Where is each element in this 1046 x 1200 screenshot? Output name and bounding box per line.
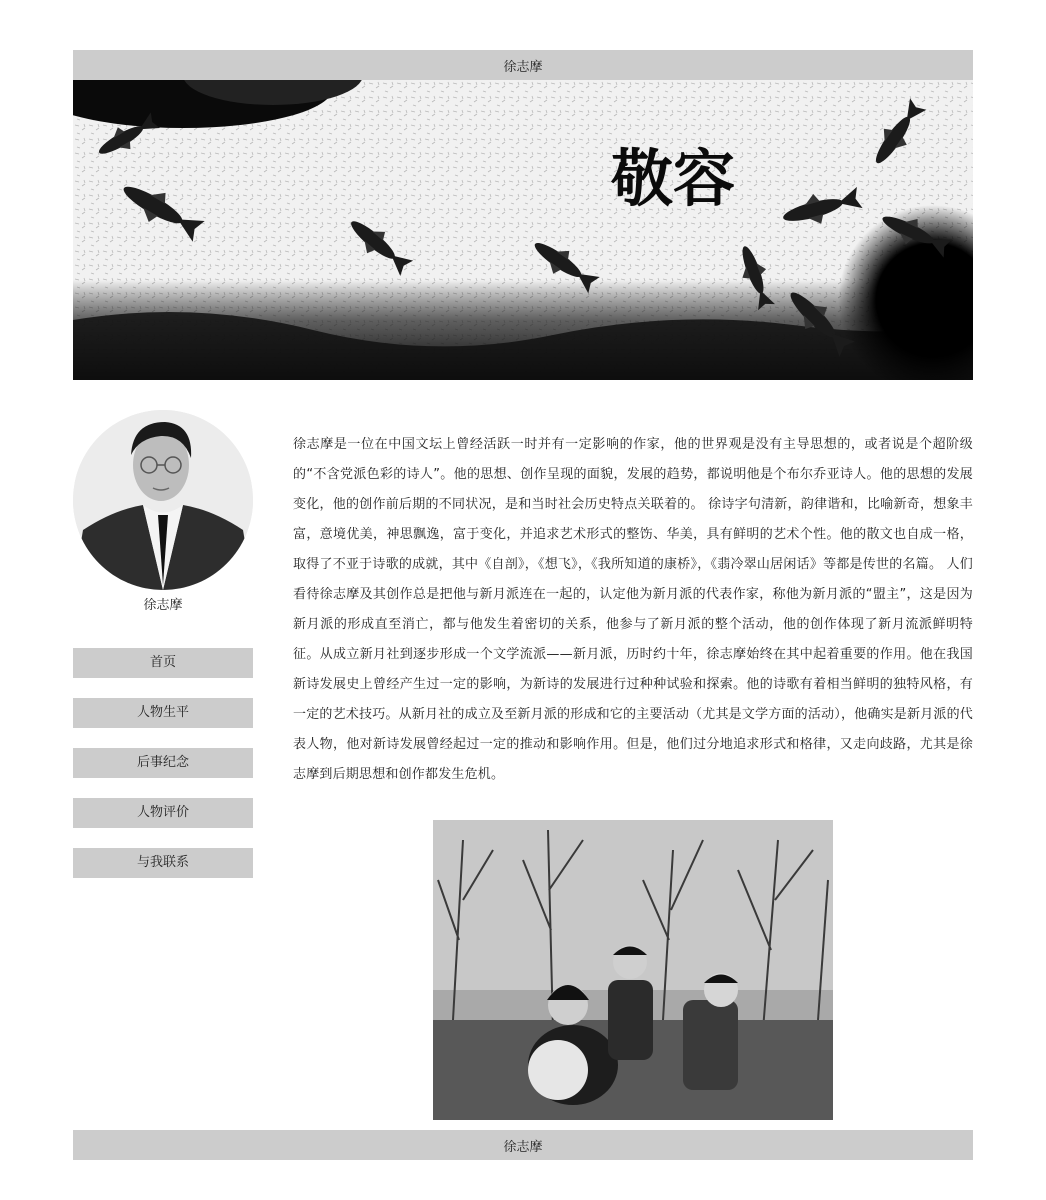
nav-item-home[interactable]: 首页: [73, 648, 253, 678]
nav-item-contact[interactable]: 与我联系: [73, 848, 253, 878]
avatar: [73, 410, 253, 590]
avatar-name: 徐志摩: [143, 598, 183, 613]
sidebar-nav: [73, 648, 253, 878]
intro-paragraph: 徐志摩是一位在中国文坛上曾经活跃一时并有一定影响的作家，他的世界观是没有主导思想的，或者说是个超阶级的“不含党派色彩的诗人”。他的思想、创作呈现的面貌，发展的趋势，都说明他是个布尔乔亚诗人。他的思想的发展变化，他的创作前后期的不同状况，是和当时社会历史特点关联着的。 徐诗字句清新，韵律谐和，比喻新奇，想象丰富，意境优美，神思飘逸，富于变化，并追求艺术形式的整饬、华美，具有鲜明的艺术个性。他的散文也自成一格，取得了不亚于诗歌的成就，其中《自剖》，《想飞》，《我所知道的康桥》，《翡冷翠山居闲话》等都是传世的名篇。 人们看待徐志摩及其创作总是把他与新月派连在一起的，认定他为新月派的代表作家，称他为新月派的“盟主”，这是因为新月派的形成直至消亡，都与他发生着密切的关系，他参与了新月派的整个活动，他的创作体现了新月流派鲜明特征。从成立新月社到逐步形成一个文学流派——新月派，历时约十年，徐志摩始终在其中起着重要的作用。他在我国新诗发展史上曾经产生过一定的影响，为新诗的发展进行过种种试验和探索。他的诗歌有着相当鲜明的独特风格，有一定的艺术技巧。从新月社的成立及至新月派的形成和它的主要活动（尤其是文学方面的活动），他确实是新月派的代表人物，他对新诗发展曾经起过一定的推动和影响作用。但是，他们过分地追求形式和格律，又走向歧路，尤其是徐志摩到后期思想和创作都发生危机。: [293, 437, 973, 782]
banner-calligraphy: 敬容: [610, 142, 736, 215]
main-content: [293, 430, 973, 790]
family-photo: [433, 820, 833, 1120]
portrait-icon: [73, 410, 253, 590]
sidebar: [73, 410, 253, 898]
footer-text: 徐志摩: [503, 1139, 543, 1155]
nav-item-biography[interactable]: 人物生平: [73, 698, 253, 728]
nav-item-evaluation[interactable]: 人物评价: [73, 798, 253, 828]
ink-koi-banner: [73, 80, 973, 380]
header-title: 徐志摩: [503, 59, 543, 75]
footer-bar: [73, 1130, 973, 1160]
ink-koi-fish-banner-icon: [73, 80, 973, 380]
family-photo-icon: [433, 820, 833, 1120]
nav-item-memorial[interactable]: 后事纪念: [73, 748, 253, 778]
header-bar: [73, 50, 973, 80]
